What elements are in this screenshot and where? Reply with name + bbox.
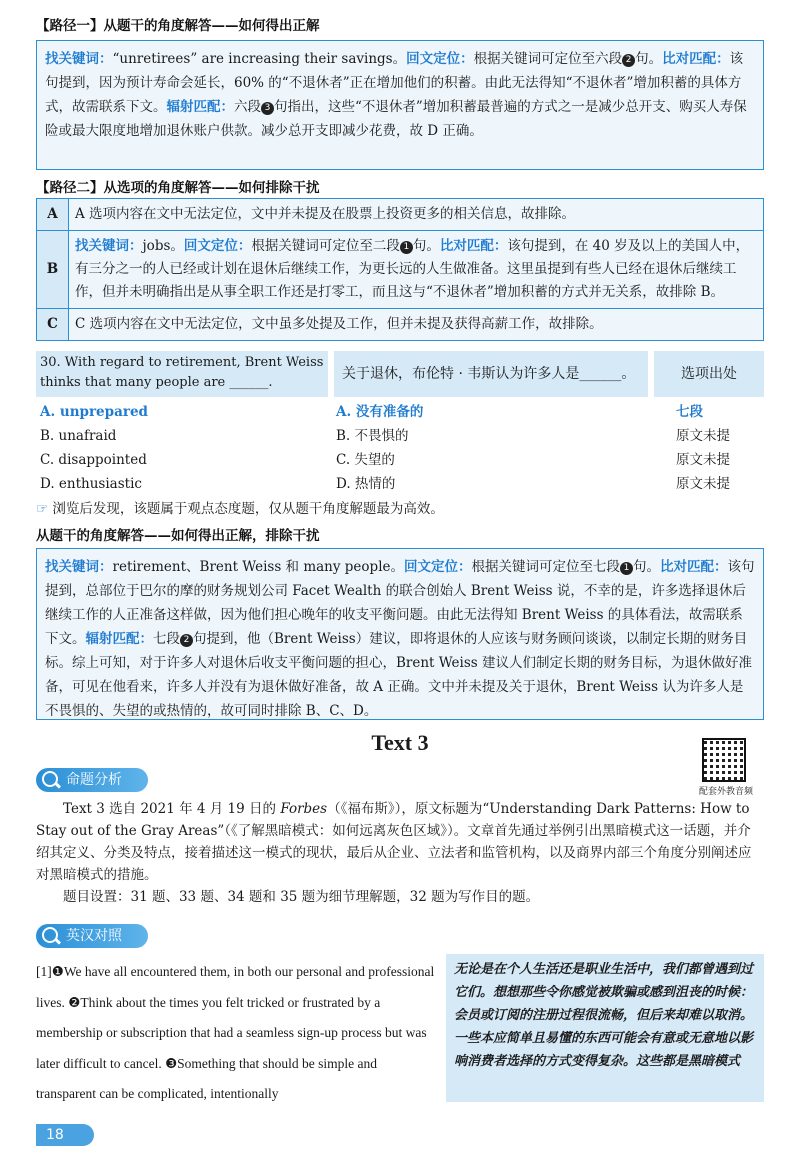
option-label: B [37,231,69,309]
kw-compare-text: 该句提到，总部位于巴尔的摩的财务规划公司 Facet Wealth 的联合创始人 Brent Weiss 说，不幸的是，许多选择退休后继续工作的人正准备这样做，因为他们担心晚年的收支平衡问题。由此无法得知 Brent Weiss 的具体看法，故需联系下文。 [45,559,755,647]
list-item [36,400,764,424]
option-explanation [69,231,764,309]
kw-locate-text: 根据关键词可定位至二段 [251,238,400,254]
kw-radiate-pre: 七段 [153,631,180,647]
analysis-question-setup: 题目设置：31 题、33 题、34 题和 35 题为细节理解题，32 题为写作目的题。 [63,889,540,905]
kw-radiate: 辐射匹配： [85,631,153,647]
kw-find: 找关键词： [45,51,113,67]
kw-compare: 比对匹配： [660,559,728,575]
option-explanation: A 选项内容在文中无法定位，文中并未提及在股票上投资更多的相关信息，故排除。 [69,199,764,231]
table-row [37,231,764,309]
option-en: A. unprepared [40,404,148,420]
sentence-number-badge: 2 [622,54,635,67]
analysis-text-b: （《福布斯》），原文标题为“Understanding Dark Patterns: How to Stay out of the Gray Areas”（《了解黑暗模式：如何远离灰色区域》）。文章首先通过举例引出黑暗模式这一话题，并介绍其定义、分类及特点，接着描述这一模式的现状，最后从企业、立法者和监管机构，以及商界内部三个角度分别阐述应对黑暗模式的措施。 [36,801,752,883]
sentence-number-badge: 2 [180,634,193,647]
path2-heading: 【路径二】从选项的角度解答——如何排除干扰 [36,180,320,196]
english-paragraph: [1]❶We have all encountered them, in both our personal and professional lives. ❷Think about the times you felt tricked or frustrated by a membership or subscription that had a seamless sign-up process but was later difficult to cancel. ❸Something that should be simple and transparent can be complicated, intentionally [36,964,435,1101]
kw-locate: 回文定位： [183,238,252,254]
analysis-tag [36,768,148,792]
kw-find-text: “unretirees” are increasing their savings。 [112,51,407,67]
kw-compare-text: 该句提到，因为预计寿命会延长，60% 的“不退休者”正在增加他们的积蓄。由此无法得知“不退休者”增加积蓄的具体方式，故需联系下文。 [45,51,744,115]
bilingual-tag-label: 英汉对照 [66,928,122,944]
option-label: A [37,199,69,231]
sentence-number-badge: 1 [400,241,413,254]
option-cn: A. 没有准备的 [336,404,424,420]
kw-radiate: 辐射匹配： [166,99,234,115]
list-item [36,448,764,472]
q30-box [36,548,764,720]
magnifier-icon [42,771,58,787]
page-number: 18 [36,1124,94,1146]
option-cn: D. 热情的 [336,476,396,492]
option-source: 原文未提 [676,476,730,492]
chinese-translation: 无论是在个人生活还是职业生活中，我们都曾遇到过它们。想想那些令你感觉被欺骗或感到沮丧的时候：会员或订阅的注册过程很流畅，但后来却难以取消。一些本应简单且易懂的东西可能会有意或无意地以影响消费者选择的方式变得复杂。这些都是黑暗模式 [446,954,764,1102]
kw-radiate-pre: 六段 [234,99,261,115]
path2-options-table [36,198,764,341]
analysis-text-a: Text 3 选自 2021 年 4 月 19 日的 [63,801,281,817]
kw-locate-text: 根据关键词可定位至七段 [471,559,621,575]
kw-radiate-text: 句指出，这些“不退休者”增加积蓄最普遍的方式之一是减少总开支、购买人寿保险或最大限度地增加退休账户供款。减少总开支即减少花费，故 D 正确。 [45,99,747,139]
path1-heading: 【路径一】从题干的角度解答——如何得出正解 [36,18,320,34]
kw-find-text: jobs。 [142,238,184,254]
source-header: 选项出处 [654,351,764,397]
option-cn: B. 不畏惧的 [336,428,409,444]
magnifier-icon [42,927,58,943]
list-item [36,472,764,496]
option-cn: C. 失望的 [336,452,395,468]
strategy-note-text: 浏览后发现，该题属于观点态度题，仅从题干角度解题最为高效。 [52,501,444,517]
kw-locate-after: 句。 [633,559,661,575]
option-label: C [37,309,69,341]
path1-box [36,40,764,170]
kw-find: 找关键词： [45,559,113,575]
kw-compare-text: 该句提到，在 40 岁及以上的美国人中，有三分之一的人已经或计划在退休后继续工作，为更长远的人生做准备。这里虽提到有些人已经在退休后继续工作，但并未明确指出是从事全职工作还是打零工，而且这与“不退休者”增加积蓄的方式并无关系，故排除 B。 [75,238,750,300]
kw-locate-text: 根据关键词可定位至六段 [473,51,623,67]
option-source: 七段 [676,404,703,420]
option-en: B. unafraid [40,428,117,444]
kw-locate: 回文定位： [404,559,472,575]
qr-code-icon[interactable] [702,738,746,782]
kw-radiate-text: 句提到，他（Brent Weiss）建议，即将退休的人应该与财务顾问谈谈，以制定长期的财务目标。综上可知，对于许多人对退休后收支平衡问题的担心，Brent Weiss 建议人们制定长期的财务目标，为退休做好准备，可见在他看来，许多人并没有为退休做好准备，故 A 正确。文中并未提及关于退休，Brent Weiss 认为许多人是不畏惧的、失望的或热情的，故可同时排除 B、C、D。 [45,631,753,719]
table-row [37,309,764,341]
kw-find-text: retirement、Brent Weiss 和 many people。 [112,559,405,575]
kw-compare: 比对匹配： [439,238,508,254]
option-en: D. enthusiastic [40,476,142,492]
analysis-paragraph [36,798,764,886]
bilingual-tag [36,924,148,948]
kw-find: 找关键词： [75,238,143,254]
strategy-note [36,497,444,517]
section-title: Text 3 [371,730,429,755]
kw-compare: 比对匹配： [662,51,730,67]
analysis-text-forbes: Forbes [280,801,328,817]
kw-locate: 回文定位： [406,51,474,67]
question-en: 30. With regard to retirement, Brent Weiss thinks that many people are ______. [36,351,328,397]
option-source: 原文未提 [676,452,730,468]
sentence-number-badge: 1 [620,562,633,575]
kw-locate-after: 句。 [635,51,663,67]
option-en: C. disappointed [40,452,147,468]
list-item [36,424,764,448]
q30-heading: 从题干的角度解答——如何得出正解，排除干扰 [36,528,320,544]
qr-caption: 配套外教音频 [698,787,753,797]
question-30-header [36,351,764,397]
question-cn: 关于退休，布伦特 · 韦斯认为许多人是______。 [334,351,648,397]
kw-locate-after: 句。 [412,238,440,254]
sentence-number-badge: 3 [261,102,274,115]
option-source: 原文未提 [676,428,730,444]
pointing-hand-icon: ☞ [36,501,53,517]
table-row [37,199,764,231]
analysis-tag-label: 命题分析 [66,772,122,788]
option-explanation: C 选项内容在文中无法定位，文中虽多处提及工作，但并未提及获得高薪工作，故排除。 [69,309,764,341]
question-30-options [36,400,764,496]
